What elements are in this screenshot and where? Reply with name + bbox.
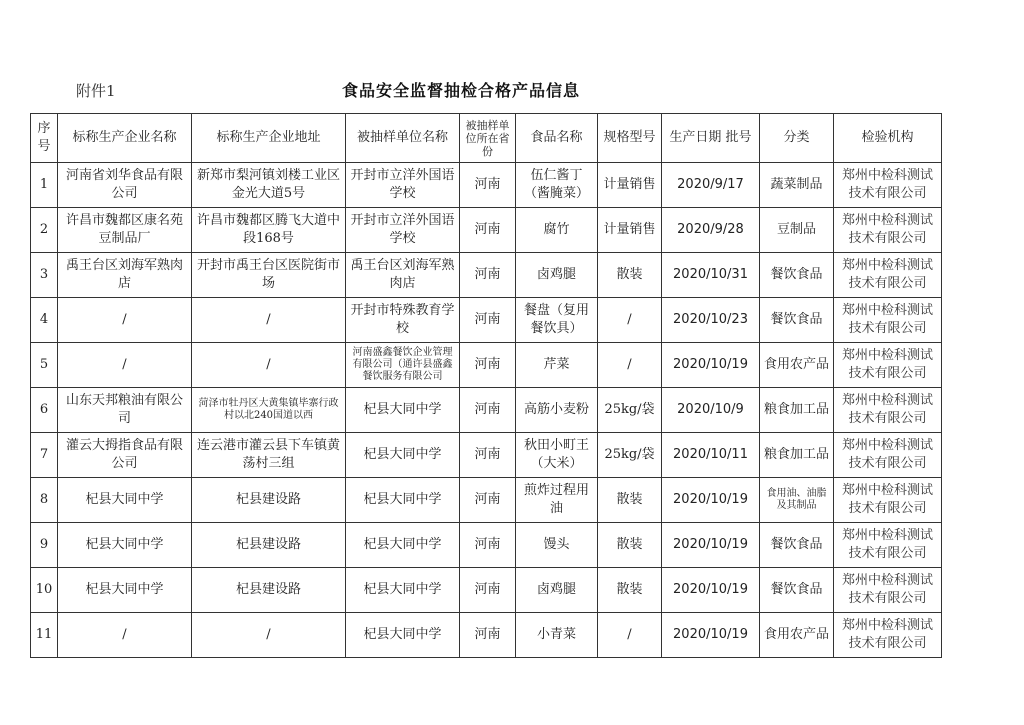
- cell-category: 粮食加工品: [760, 433, 834, 478]
- table-row: [31, 568, 942, 613]
- cell-province: 河南: [460, 613, 516, 658]
- cell-lab: 郑州中检科测试技术有限公司: [834, 478, 942, 523]
- cell-lab: 郑州中检科测试技术有限公司: [834, 388, 942, 433]
- cell-lab: 郑州中检科测试技术有限公司: [834, 208, 942, 253]
- cell-spec: 25kg/袋: [598, 433, 662, 478]
- cell-category: 餐饮食品: [760, 568, 834, 613]
- cell-sampled-unit: 禹王台区刘海军熟肉店: [346, 253, 460, 298]
- cell-sampled-unit: 杞县大同中学: [346, 388, 460, 433]
- cell-manufacturer: 山东天邦粮油有限公司: [58, 388, 192, 433]
- cell-manufacturer: 杞县大同中学: [58, 523, 192, 568]
- cell-spec: 散装: [598, 568, 662, 613]
- cell-production-date: 2020/10/11: [662, 433, 760, 478]
- table-row: [31, 478, 942, 523]
- cell-address: 新郑市梨河镇刘楼工业区金光大道5号: [192, 163, 346, 208]
- table-row: [31, 613, 942, 658]
- header-address: 标称生产企业地址: [192, 114, 346, 163]
- cell-index: 3: [31, 253, 58, 298]
- cell-sampled-unit: 开封市立洋外国语学校: [346, 208, 460, 253]
- cell-lab: 郑州中检科测试技术有限公司: [834, 523, 942, 568]
- header-sampled-unit: 被抽样单位名称: [346, 114, 460, 163]
- cell-lab: 郑州中检科测试技术有限公司: [834, 613, 942, 658]
- cell-address: 杞县建设路: [192, 568, 346, 613]
- cell-category: 豆制品: [760, 208, 834, 253]
- cell-lab: 郑州中检科测试技术有限公司: [834, 343, 942, 388]
- cell-sampled-unit: 杞县大同中学: [346, 568, 460, 613]
- cell-index: 4: [31, 298, 58, 343]
- cell-sampled-unit: 杞县大同中学: [346, 523, 460, 568]
- cell-manufacturer: 灌云大拇指食品有限公司: [58, 433, 192, 478]
- header-spec: 规格型号: [598, 114, 662, 163]
- cell-category: 食用农产品: [760, 613, 834, 658]
- cell-category: 食用油、油脂及其制品: [760, 478, 834, 523]
- cell-province: 河南: [460, 208, 516, 253]
- header-food-name: 食品名称: [516, 114, 598, 163]
- cell-spec: 25kg/袋: [598, 388, 662, 433]
- cell-address: 连云港市灌云县下车镇黄荡村三组: [192, 433, 346, 478]
- table-row: [31, 253, 942, 298]
- cell-index: 1: [31, 163, 58, 208]
- cell-address: 开封市禹王台区医院街市场: [192, 253, 346, 298]
- cell-index: 6: [31, 388, 58, 433]
- cell-food-name: 腐竹: [516, 208, 598, 253]
- header-category: 分类: [760, 114, 834, 163]
- cell-spec: 散装: [598, 523, 662, 568]
- cell-production-date: 2020/10/19: [662, 478, 760, 523]
- cell-food-name: 芹菜: [516, 343, 598, 388]
- cell-address: /: [192, 298, 346, 343]
- cell-index: 7: [31, 433, 58, 478]
- cell-address: 杞县建设路: [192, 523, 346, 568]
- cell-manufacturer: 许昌市魏都区康名苑豆制品厂: [58, 208, 192, 253]
- cell-production-date: 2020/9/17: [662, 163, 760, 208]
- cell-index: 5: [31, 343, 58, 388]
- cell-index: 11: [31, 613, 58, 658]
- cell-spec: /: [598, 298, 662, 343]
- cell-sampled-unit: 开封市立洋外国语学校: [346, 163, 460, 208]
- cell-address: /: [192, 343, 346, 388]
- document-title: 食品安全监督抽检合格产品信息: [342, 81, 581, 100]
- product-table: [30, 113, 942, 658]
- cell-spec: /: [598, 343, 662, 388]
- cell-food-name: 煎炸过程用油: [516, 478, 598, 523]
- cell-province: 河南: [460, 253, 516, 298]
- cell-manufacturer: /: [58, 613, 192, 658]
- cell-manufacturer: 禹王台区刘海军熟肉店: [58, 253, 192, 298]
- cell-address: 菏泽市牡丹区大黄集镇毕寨行政村以北240国道以西: [192, 388, 346, 433]
- cell-manufacturer: 杞县大同中学: [58, 568, 192, 613]
- cell-province: 河南: [460, 163, 516, 208]
- cell-food-name: 卤鸡腿: [516, 568, 598, 613]
- cell-index: 8: [31, 478, 58, 523]
- cell-lab: 郑州中检科测试技术有限公司: [834, 298, 942, 343]
- cell-province: 河南: [460, 388, 516, 433]
- cell-sampled-unit: 杞县大同中学: [346, 433, 460, 478]
- cell-food-name: 小青菜: [516, 613, 598, 658]
- cell-food-name: 秋田小町王（大米）: [516, 433, 598, 478]
- table-row: [31, 388, 942, 433]
- cell-lab: 郑州中检科测试技术有限公司: [834, 568, 942, 613]
- cell-spec: 散装: [598, 253, 662, 298]
- cell-sampled-unit: 杞县大同中学: [346, 613, 460, 658]
- cell-index: 9: [31, 523, 58, 568]
- cell-manufacturer: /: [58, 298, 192, 343]
- cell-address: /: [192, 613, 346, 658]
- cell-production-date: 2020/10/23: [662, 298, 760, 343]
- cell-province: 河南: [460, 298, 516, 343]
- cell-food-name: 伍仁酱丁（酱腌菜）: [516, 163, 598, 208]
- cell-food-name: 卤鸡腿: [516, 253, 598, 298]
- table-row: [31, 343, 942, 388]
- cell-lab: 郑州中检科测试技术有限公司: [834, 253, 942, 298]
- cell-lab: 郑州中检科测试技术有限公司: [834, 433, 942, 478]
- cell-index: 10: [31, 568, 58, 613]
- cell-food-name: 餐盘（复用餐饮具）: [516, 298, 598, 343]
- table-row: [31, 163, 942, 208]
- attachment-label: 附件1: [76, 82, 116, 100]
- table-row: [31, 208, 942, 253]
- cell-spec: 计量销售: [598, 208, 662, 253]
- cell-spec: 计量销售: [598, 163, 662, 208]
- cell-address: 许昌市魏都区腾飞大道中段168号: [192, 208, 346, 253]
- cell-category: 粮食加工品: [760, 388, 834, 433]
- header-index: 序号: [31, 114, 58, 163]
- cell-food-name: 馒头: [516, 523, 598, 568]
- cell-production-date: 2020/10/19: [662, 343, 760, 388]
- cell-lab: 郑州中检科测试技术有限公司: [834, 163, 942, 208]
- cell-province: 河南: [460, 433, 516, 478]
- cell-category: 食用农产品: [760, 343, 834, 388]
- cell-category: 餐饮食品: [760, 523, 834, 568]
- cell-manufacturer: 杞县大同中学: [58, 478, 192, 523]
- cell-spec: 散装: [598, 478, 662, 523]
- table-row: [31, 523, 942, 568]
- cell-manufacturer: /: [58, 343, 192, 388]
- cell-production-date: 2020/10/19: [662, 568, 760, 613]
- table-row: [31, 433, 942, 478]
- cell-category: 餐饮食品: [760, 298, 834, 343]
- cell-index: 2: [31, 208, 58, 253]
- table-row: [31, 298, 942, 343]
- header-production-date: 生产日期 批号: [662, 114, 760, 163]
- cell-province: 河南: [460, 568, 516, 613]
- cell-production-date: 2020/10/9: [662, 388, 760, 433]
- cell-production-date: 2020/10/31: [662, 253, 760, 298]
- cell-province: 河南: [460, 343, 516, 388]
- cell-manufacturer: 河南省刘华食品有限公司: [58, 163, 192, 208]
- cell-food-name: 高筋小麦粉: [516, 388, 598, 433]
- cell-production-date: 2020/10/19: [662, 613, 760, 658]
- cell-sampled-unit: 河南盛鑫餐饮企业管理有限公司（通许县盛鑫餐饮服务有限公司: [346, 343, 460, 388]
- cell-province: 河南: [460, 523, 516, 568]
- table-header-row: [31, 114, 942, 163]
- cell-production-date: 2020/9/28: [662, 208, 760, 253]
- cell-spec: /: [598, 613, 662, 658]
- cell-province: 河南: [460, 478, 516, 523]
- cell-sampled-unit: 杞县大同中学: [346, 478, 460, 523]
- cell-category: 餐饮食品: [760, 253, 834, 298]
- header-province: 被抽样单位所在省份: [460, 114, 516, 163]
- cell-sampled-unit: 开封市特殊教育学校: [346, 298, 460, 343]
- header-lab: 检验机构: [834, 114, 942, 163]
- header-manufacturer: 标称生产企业名称: [58, 114, 192, 163]
- cell-category: 蔬菜制品: [760, 163, 834, 208]
- cell-address: 杞县建设路: [192, 478, 346, 523]
- cell-production-date: 2020/10/19: [662, 523, 760, 568]
